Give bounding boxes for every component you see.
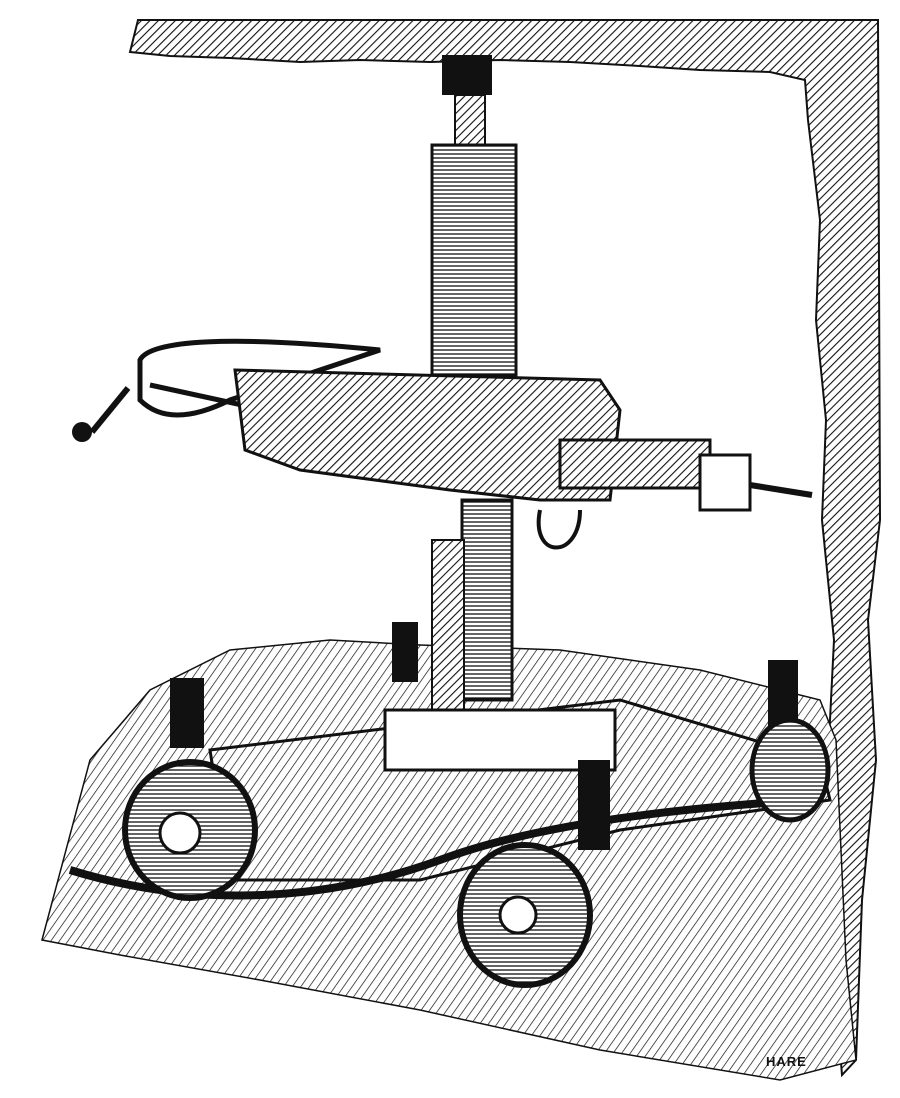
wheel-right <box>752 720 828 820</box>
engraver-signature: HARE <box>766 1054 807 1069</box>
wheel-front <box>460 845 590 985</box>
wheel-left <box>125 762 255 898</box>
